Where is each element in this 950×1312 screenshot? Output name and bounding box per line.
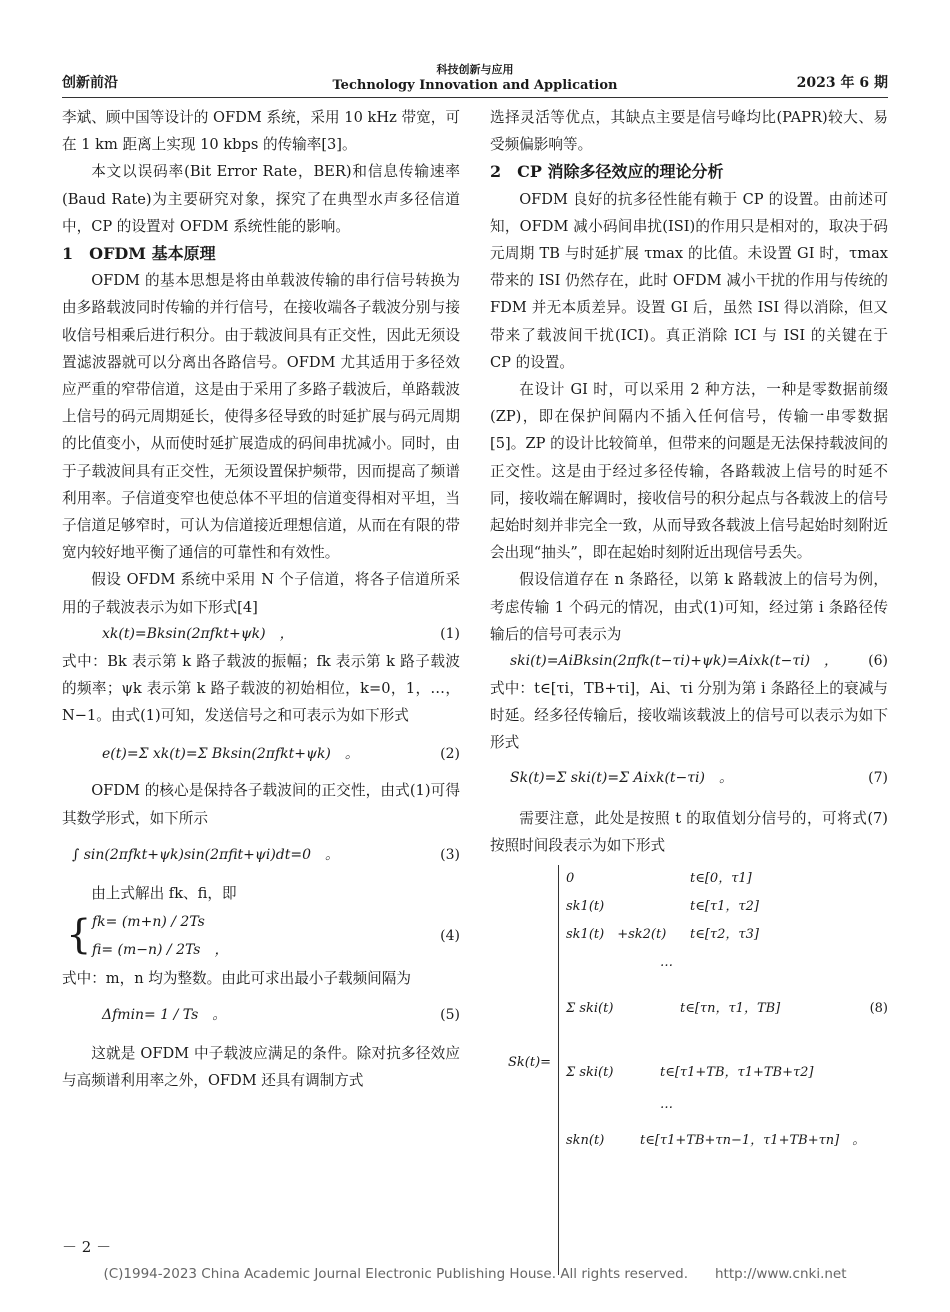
equation-lhs: Sk(t)= (508, 1055, 552, 1071)
paragraph: 在设计 GI 时，可以采用 2 种方法，一种是零数据前缀(ZP)，即在保护间隔内不插入任何信号，传输一串零数据[5]。ZP 的设计比较简单，但带来的问题是无法保持载波间的正交性。这是由于经过多径传输，各路载波上信号的时延不同，接收端在解调时，接收信号的积分起点与各载波上的信号起始时刻并非完全一致，从而导致各载波上信号起始时刻附近会出现“抽头”，即在起始时刻附近出现信号丢失。 (490, 381, 888, 562)
brace: { (66, 912, 92, 959)
equation-2 (62, 729, 460, 777)
case-expr: skn(t) (566, 1133, 605, 1149)
paragraph: 由上式解出 fk、fi，即 (91, 884, 237, 902)
equation-4 (62, 907, 460, 965)
paragraph: 假设 OFDM 系统中采用 N 个子信道，将各子信道所采用的子载波表示为如下形式[4] (62, 571, 460, 616)
section-heading-2: 2 CP 消除多径效应的理论分析 (490, 162, 724, 182)
case-expr: Σ ski(t) (566, 1001, 614, 1017)
paragraph: 选择灵活等优点，其缺点主要是信号峰均比(PAPR)较大、易受频偏影响等。 (490, 109, 888, 154)
equation-6 (490, 648, 888, 675)
equation-number: (3) (440, 846, 460, 863)
case-expr: Σ ski(t) (566, 1065, 614, 1081)
equation-number: (8) (869, 1001, 888, 1017)
paragraph: OFDM 的基本思想是将由单载波传输的串行信号转换为由多路载波同时传输的并行信号，在接收端各子载波分别与接收信号相乘后进行积分。由于载波间具有正交性，因此无须设置滤波器就可以分离出各路信号。OFDM 尤其适用于多径效应严重的窄带信道，这是由于采用了多路子载波后，单路载波上信号的码元周期延长，使得多径导致的时延扩展与码元周期的比值变小，从而使时延扩展造成的码间串扰减小。同时，由于子载波间具有正交性，无须设置保护频带，因而提高了频谱利用率。子信道变窄也使总体不平坦的信道变得相对平坦，当子信道足够窄时，可认为信道接近理想信道，从而在有限的带宽内较好地平衡了通信的可靠性和有效性。 (62, 272, 460, 562)
right-column (490, 104, 888, 1289)
paragraph: 需要注意，此处是按照 t 的取值划分信号的，可将式(7)按照时间段表示为如下形式 (490, 809, 888, 854)
left-column (62, 104, 460, 1095)
equation-body: Δfmin= 1 / Ts 。 (102, 1007, 227, 1024)
brace (558, 865, 559, 1275)
equation-7 (490, 757, 888, 805)
equation-body: ∫ sin(2πfkt+ψk)sin(2πfit+ψi)dt=0 。 (72, 846, 340, 863)
journal-title-cn: 科技创新与应用 (436, 63, 514, 76)
page-number: － 2 － (62, 1238, 112, 1256)
equation-5 (62, 992, 460, 1040)
paragraph: 本文以误码率(Bit Error Rate，BER)和信息传输速率(Baud Rate)为主要研究对象，探究了在典型水声多径信道中，CP 的设置对 OFDM 系统性能的影响。 (62, 163, 460, 235)
equation-number: (2) (440, 746, 460, 763)
case-expr: sk1(t) +sk2(t) (566, 927, 667, 943)
copyright-footer: (C)1994-2023 China Academic Journal Electronic Publishing House. All rights reserved. http://www.cnki.net (103, 1266, 847, 1282)
equation-number: (4) (440, 928, 460, 945)
equation-body: e(t)=Σ xk(t)=Σ Bksin(2πfkt+ψk) 。 (102, 746, 359, 763)
paragraph: 李斌、顾中国等设计的 OFDM 系统，采用 10 kHz 带宽，可在 1 km 距离上实现 10 kbps 的传输率[3]。 (62, 109, 460, 154)
issue-label: 2023 年 6 期 (796, 75, 888, 91)
header-rule (62, 97, 888, 98)
equation-body: Sk(t)=Σ ski(t)=Σ Aixk(t−τi) 。 (510, 769, 733, 786)
equation-number: (1) (440, 625, 460, 642)
page-header (62, 52, 888, 96)
paragraph: 式中：Bk 表示第 k 路子载波的振幅；fk 表示第 k 路子载波的频率；ψk 表示第 k 路子载波的初始相位，k=0，1，…，N−1。由式(1)可知，发送信号之和可表示为如下形式 (62, 652, 460, 725)
case-cond: t∈[τ2，τ3] (690, 927, 759, 943)
paragraph: OFDM 良好的抗多径性能有赖于 CP 的设置。由前述可知，OFDM 减小码间串扰(ISI)的作用只是相对的，取决于码元周期 TB 与时延扩展 τmax 的比值。未设置 GI 时，τmax 带来的 ISI 仍然存在，此时 OFDM 减小干扰的作用与传统的 FDM 并无本质差异。设置 GI 后，虽然 ISI 得以消除，但又带来了载波间干扰(ICI)。真正消除 ICI 与 ISI 的关键在于 CP 的设置。 (490, 190, 888, 371)
equation-number: (6) (868, 653, 888, 670)
case-cond: t∈[τ1+TB，τ1+TB+τ2] (660, 1065, 814, 1081)
paragraph: 式中：t∈[τi，TB+τi]，Ai、τi 分别为第 i 条路径上的衰减与时延。经多径传输后，接收端该载波上的信号可以表示为如下形式 (490, 680, 888, 752)
equation-number: (7) (868, 769, 888, 786)
section-heading-1: 1 OFDM 基本原理 (62, 244, 216, 264)
journal-title-en: Technology Innovation and Application (332, 78, 618, 93)
equation-1 (62, 621, 460, 648)
paragraph: 这就是 OFDM 中子载波应满足的条件。除对抗多径效应与高频谱利用率之外，OFDM 还具有调制方式 (62, 1045, 460, 1090)
case-cond: t∈[τ1+TB+τn−1，τ1+TB+τn] 。 (640, 1133, 866, 1149)
case-expr: sk1(t) (566, 899, 605, 915)
equation-3 (62, 832, 460, 880)
case-ellipsis: … (660, 955, 673, 971)
equation-line: fi= (m−n) / 2Ts ， (92, 942, 229, 959)
equation-body: ski(t)=AiBksin(2πfk(t−τi)+ψk)=Aixk(t−τi) ， (510, 653, 839, 670)
equation-body: xk(t)=Bksin(2πfkt+ψk) ， (102, 625, 294, 642)
journal-title (62, 62, 888, 94)
paragraph: 式中：m，n 均为整数。由此可求出最小子载频间隔为 (62, 970, 411, 988)
case-expr: 0 (566, 871, 575, 887)
paragraph: OFDM 的核心是保持各子载波间的正交性，由式(1)可得其数学形式，如下所示 (62, 782, 460, 827)
paragraph: 假设信道存在 n 条路径，以第 k 路载波上的信号为例，考虑传输 1 个码元的情况，由式(1)可知，经过第 i 条路径传输后的信号可表示为 (490, 571, 888, 643)
equation-number: (5) (440, 1007, 460, 1024)
case-cond: t∈[τn，τ1，TB] (680, 1001, 781, 1017)
case-cond: t∈[τ1，τ2] (690, 899, 759, 915)
equation-8 (490, 859, 888, 1289)
case-cond: t∈[0，τ1] (690, 871, 752, 887)
section-label: 创新前沿 (62, 75, 118, 91)
equation-line: fk= (m+n) / 2Ts (92, 914, 205, 931)
case-ellipsis: … (660, 1097, 673, 1113)
